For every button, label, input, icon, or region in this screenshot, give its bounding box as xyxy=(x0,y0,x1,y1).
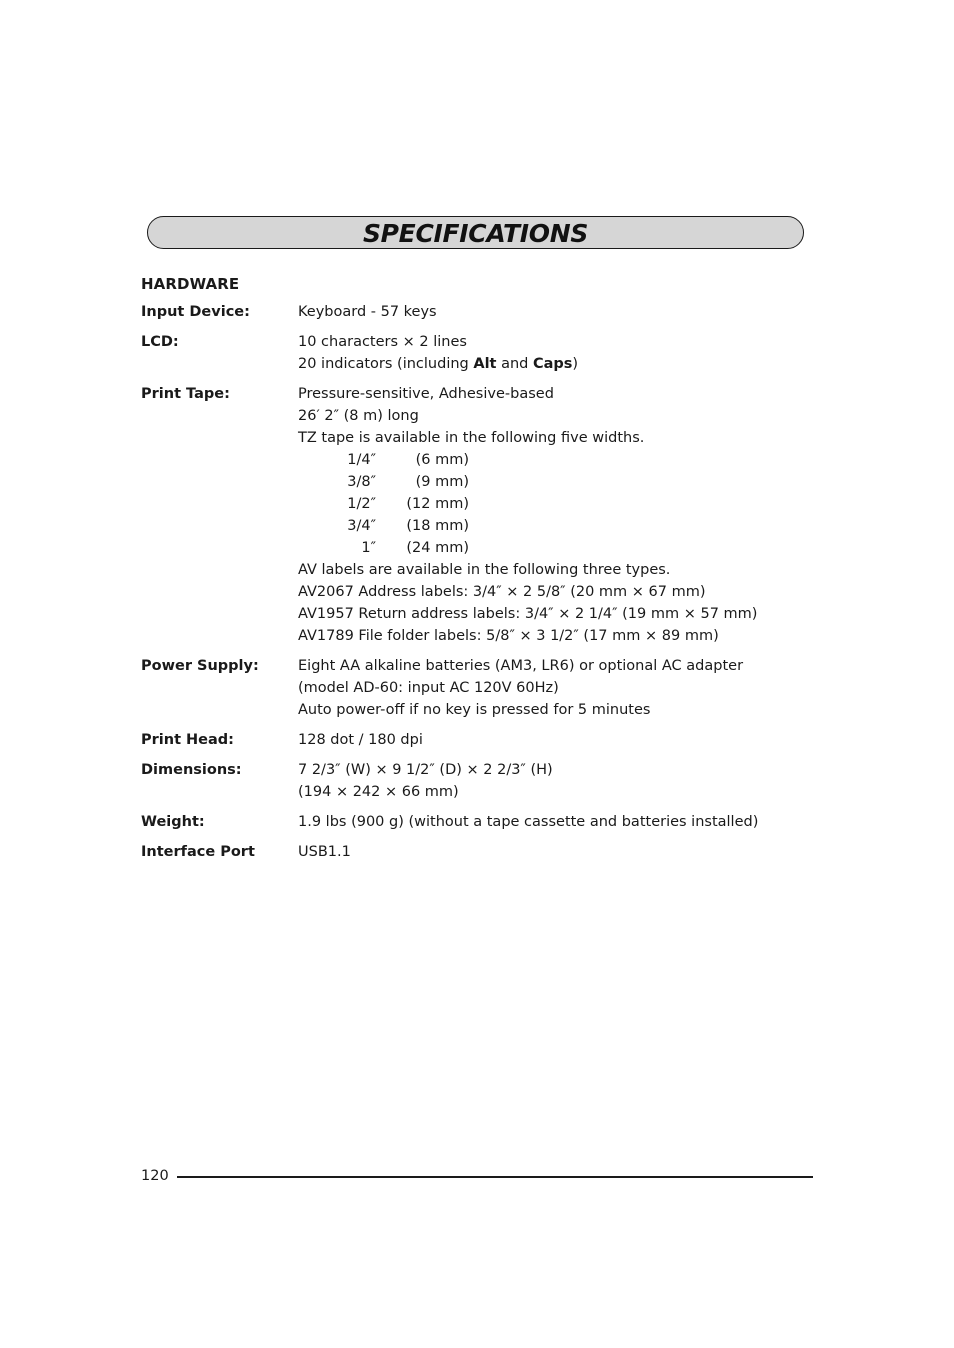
tape-width-row xyxy=(298,449,821,471)
spec-line: Keyboard - 57 keys xyxy=(298,304,437,320)
spec-value xyxy=(298,729,821,751)
caps-key-name: Caps xyxy=(532,356,573,372)
spec-value xyxy=(298,841,821,863)
spec-line: 1.9 lbs (900 g) (without a tape cassette and batteries installed) xyxy=(298,814,759,830)
spec-line: AV2067 Address labels: 3/4″ × 2 5/8″ (20 mm × 67 mm) xyxy=(298,584,706,600)
spec-line: Eight AA alkaline batteries (AM3, LR6) or optional AC adapter xyxy=(298,658,744,674)
spec-line: Auto power-off if no key is pressed for 5 minutes xyxy=(298,702,651,718)
spec-line: USB1.1 xyxy=(298,844,351,860)
tape-width-mm: (12 mm) xyxy=(406,496,469,512)
spec-row-interface-port xyxy=(141,841,821,863)
spec-line: 10 characters × 2 lines xyxy=(298,334,467,350)
title-banner xyxy=(147,216,804,249)
tape-width-inch: 1″ xyxy=(361,540,376,556)
spec-value xyxy=(298,383,821,647)
tape-width-row xyxy=(298,515,821,537)
tape-width-inch: 1/2″ xyxy=(347,496,376,512)
tape-width-mm: (6 mm) xyxy=(415,452,469,468)
spec-line: 128 dot / 180 dpi xyxy=(298,732,423,748)
page-number: 120 xyxy=(141,1168,169,1184)
spec-value xyxy=(298,759,821,803)
tape-width-mm: (18 mm) xyxy=(406,518,469,534)
spec-line: AV1789 File folder labels: 5/8″ × 3 1/2″ (17 mm × 89 mm) xyxy=(298,628,719,644)
page-title: SPECIFICATIONS xyxy=(362,218,589,248)
page-footer xyxy=(141,1166,813,1186)
tape-width-row xyxy=(298,493,821,515)
section-heading-hardware: HARDWARE xyxy=(141,275,240,293)
spec-line: AV1957 Return address labels: 3/4″ × 2 1/4″ (19 mm × 57 mm) xyxy=(298,606,758,622)
spec-row-dimensions xyxy=(141,759,821,803)
spec-value xyxy=(298,301,821,323)
spec-line: 7 2/3″ (W) × 9 1/2″ (D) × 2 2/3″ (H) xyxy=(298,762,553,778)
spec-line: (194 × 242 × 66 mm) xyxy=(298,784,459,800)
spec-label: LCD: xyxy=(141,334,179,350)
spec-line: Pressure-sensitive, Adhesive-based xyxy=(298,386,554,402)
lcd-indicators-mid: and xyxy=(496,356,533,372)
spec-row-lcd xyxy=(141,331,821,375)
alt-key-name: Alt xyxy=(473,356,497,372)
tape-width-mm: (9 mm) xyxy=(415,474,469,490)
spec-table xyxy=(141,301,821,871)
spec-label: Dimensions: xyxy=(141,762,242,778)
lcd-indicators-suffix: ) xyxy=(572,356,579,372)
spec-label: Print Tape: xyxy=(141,386,230,402)
spec-label: Power Supply: xyxy=(141,658,259,674)
footer-rule xyxy=(177,1176,813,1178)
spec-row-power-supply xyxy=(141,655,821,721)
spec-value xyxy=(298,811,821,833)
spec-line: TZ tape is available in the following five widths. xyxy=(298,430,645,446)
spec-row-print-tape xyxy=(141,383,821,647)
tape-width-mm: (24 mm) xyxy=(406,540,469,556)
tape-width-inch: 1/4″ xyxy=(347,452,376,468)
spec-row-weight xyxy=(141,811,821,833)
spec-row-print-head xyxy=(141,729,821,751)
spec-line: (model AD-60: input AC 120V 60Hz) xyxy=(298,680,559,696)
tape-width-row xyxy=(298,537,821,559)
tape-width-inch: 3/8″ xyxy=(347,474,376,490)
tape-widths-list xyxy=(298,449,821,559)
lcd-indicators-prefix: 20 indicators (including xyxy=(298,356,474,372)
spec-value xyxy=(298,331,821,375)
spec-label: Weight: xyxy=(141,814,205,830)
spec-line xyxy=(298,353,821,375)
spec-label: Interface Port xyxy=(141,844,255,860)
tape-width-inch: 3/4″ xyxy=(347,518,376,534)
spec-label: Print Head: xyxy=(141,732,234,748)
spec-label: Input Device: xyxy=(141,304,250,320)
spec-line: 26′ 2″ (8 m) long xyxy=(298,408,419,424)
tape-width-row xyxy=(298,471,821,493)
spec-row-input-device xyxy=(141,301,821,323)
spec-value xyxy=(298,655,821,721)
spec-line: AV labels are available in the following three types. xyxy=(298,562,671,578)
